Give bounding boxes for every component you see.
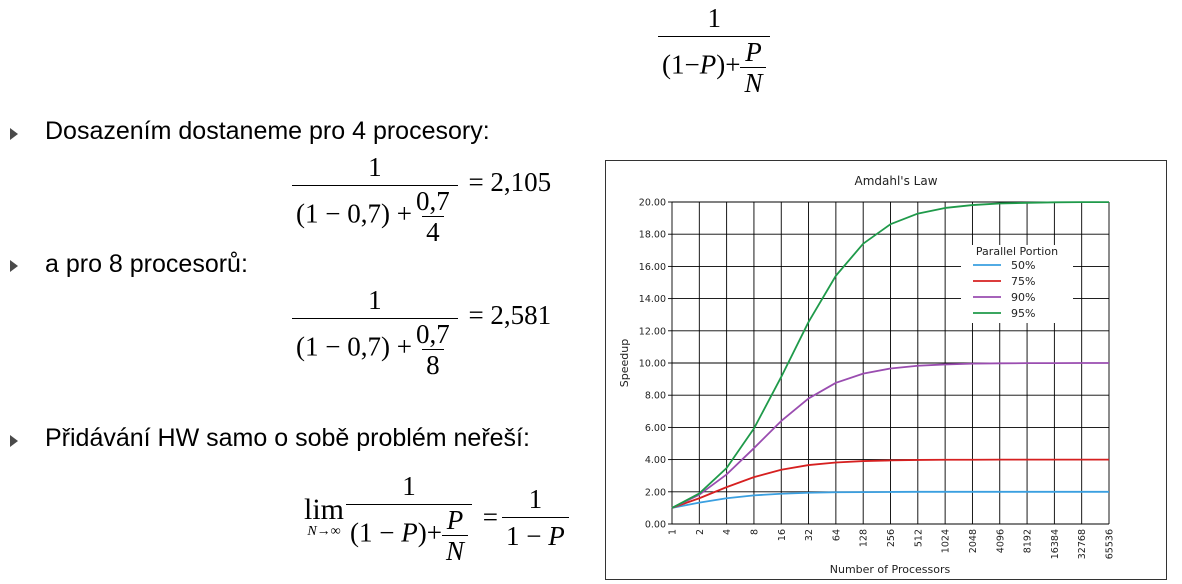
bullet-arrow-icon	[10, 435, 18, 447]
y-tick-label: 4.00	[644, 455, 666, 467]
x-tick-label: 256	[886, 529, 897, 548]
x-tick-label: 8	[749, 529, 761, 536]
x-tick-label: 32	[804, 529, 816, 542]
legend-entry: 90%	[1011, 291, 1036, 304]
chart-title: Amdahl's Law	[854, 174, 938, 188]
x-tick-label: 512	[913, 529, 925, 548]
result-4-processors: = 2,105	[468, 166, 552, 197]
x-tick-label: 2048	[967, 529, 979, 554]
formula-limit: lim N→∞ 1 (1 − P)+ $\frac{P}{N}$ = $\frac{1}{1 - P}$	[304, 470, 569, 564]
y-tick-label: 8.00	[644, 390, 666, 402]
x-tick-label: 1	[667, 529, 679, 536]
x-tick-label: 64	[831, 529, 843, 542]
x-tick-label: 32768	[1077, 529, 1089, 560]
formula-8-processors: 1 (1 − 0,7) + $\frac{0,7}{8}$ = 2,581	[292, 284, 551, 378]
y-tick-label: 6.00	[644, 422, 666, 434]
formula-general-numerator: 1	[707, 3, 721, 33]
formula-general	[658, 2, 770, 96]
y-tick-label: 20.00	[638, 197, 666, 209]
y-tick-label: 12.00	[638, 326, 666, 338]
bullet-text-hw: Přidávání HW samo o sobě problém neřeší:	[45, 424, 530, 452]
y-tick-label: 0.00	[644, 519, 666, 531]
x-tick-label: 4096	[995, 529, 1007, 554]
formula-general-denominator: (1−P)+ $\frac{P}{N}$	[658, 36, 770, 96]
x-tick-label: 2	[694, 529, 706, 536]
x-tick-label: 16	[776, 529, 788, 542]
chart-xlabel: Number of Processors	[829, 563, 951, 576]
formula-4-processors: 1 (1 − 0,7) + $\frac{0,7}{4}$ = 2,105	[292, 151, 551, 245]
legend-entry: 50%	[1011, 259, 1036, 272]
limit-operator: lim N→∞	[304, 493, 345, 539]
result-8-processors: = 2,581	[468, 299, 552, 330]
y-tick-label: 14.00	[638, 294, 666, 306]
chart-ylabel: Speedup	[618, 338, 631, 388]
x-tick-label: 8192	[1022, 529, 1034, 554]
legend-title: Parallel Portion	[975, 245, 1059, 258]
chart-legend	[961, 245, 1073, 323]
bullet-text-4-processors: Dosazením dostaneme pro 4 procesory:	[45, 117, 490, 145]
y-tick-label: 10.00	[638, 358, 666, 370]
y-tick-label: 18.00	[638, 229, 666, 241]
bullet-arrow-icon	[10, 128, 18, 140]
y-tick-label: 2.00	[644, 487, 666, 499]
bullet-arrow-icon	[10, 260, 18, 272]
x-tick-label: 4	[722, 529, 734, 536]
legend-entry: 95%	[1011, 307, 1036, 320]
amdahl-chart-svg	[606, 161, 1166, 579]
amdahl-chart	[605, 160, 1167, 580]
x-tick-label: 65536	[1104, 529, 1116, 560]
bullet-text-8-processors: a pro 8 procesorů:	[45, 250, 248, 278]
x-tick-label: 128	[858, 529, 870, 548]
legend-entry: 75%	[1011, 275, 1036, 288]
x-tick-label: 16384	[1049, 529, 1061, 560]
y-tick-label: 16.00	[638, 261, 666, 273]
x-tick-label: 1024	[940, 529, 952, 554]
